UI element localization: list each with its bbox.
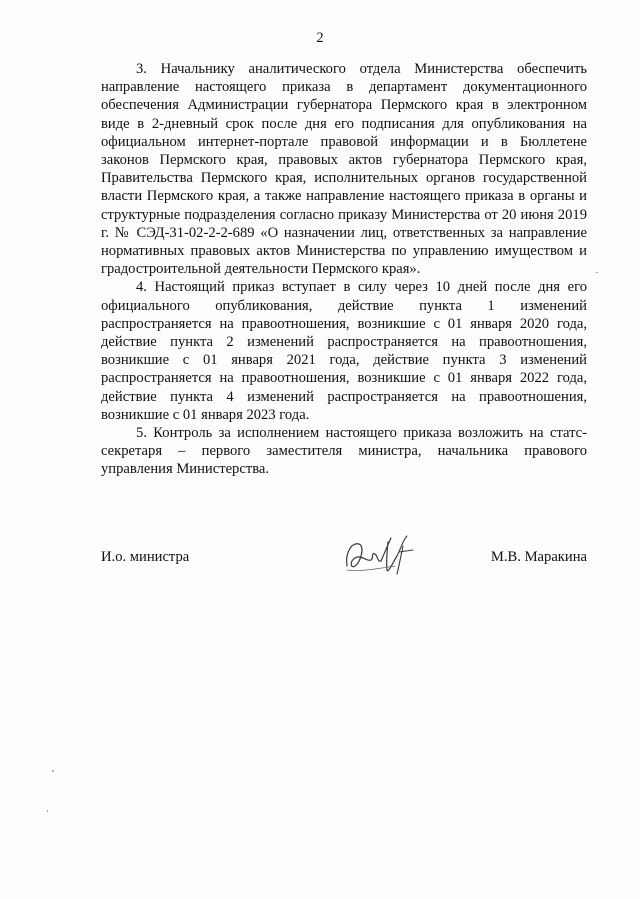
handwritten-signature [341,532,423,578]
signatory-name: М.В. Маракина [490,549,587,565]
document-body [101,60,587,479]
scan-speck [52,770,54,772]
signatory-title: И.о. министра [101,549,190,565]
paragraph-5: 5. Контроль за исполнением настоящего приказа возложить на статс-секретаря – первого заместителя министра, начальника правового управления Министерства. [101,425,587,478]
paragraph-4: 4. Настоящий приказ вступает в силу через 10 дней после дня его официального опубликования, действие пункта 1 изменений распространяется на правоотношения, возникшие с 01 января 2020 года, действие пункта 2 изменений распространяется на правоотношения, возникшие с 01 января 2021 года, действие пункта 3 изменений распространяется на правоотношения, возникшие с 01 января 2022 года, действие пункта 4 изменений распространяется на правоотношения, возникшие с 01 января 2023 года. [101,279,587,423]
scan-speck [47,810,48,812]
signature-block [101,540,587,580]
scan-speck [596,272,598,273]
paragraph-3: 3. Начальнику аналитического отдела Министерства обеспечить направление настоящего приказа в департамент документационного обеспечения Администрации губернатора Пермского края в электронном виде в 2-дневный срок после дня его подписания для опубликования на официальном интернет-портале правовой информации и в Бюллетене законов Пермского края, правовых актов губернатора Пермского края, Правительства Пермского края, исполнительных органов государственной власти Пермского края, а также направление настоящего приказа в органы и структурные подразделения согласно приказу Министерства от 20 июня 2019 г. № СЭД-31-02-2-2-689 «О назначении лиц, ответственных за направление нормативных правовых актов Министерства по управлению имуществом и градостроительной деятельности Пермского края». [101,61,587,278]
page-number: 2 [316,30,324,46]
